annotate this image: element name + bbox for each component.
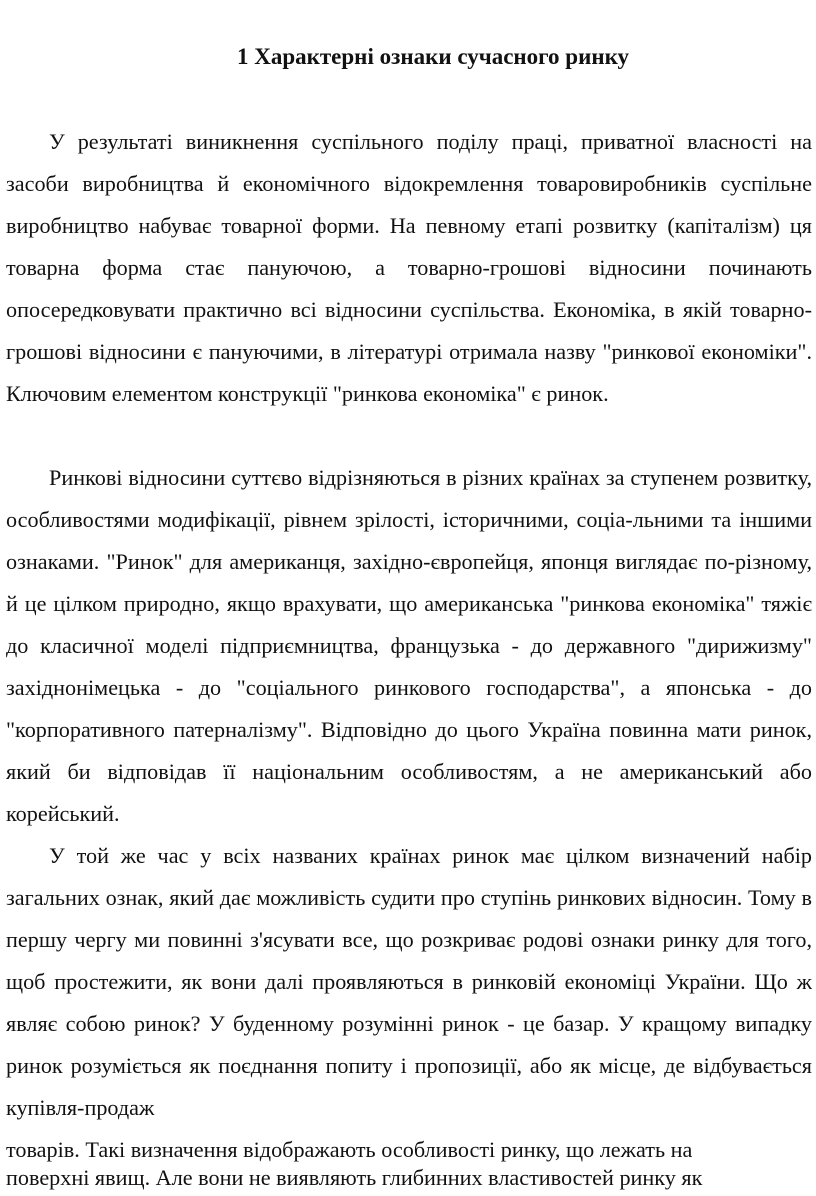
- paragraph-1: У результаті виникнення суспільного поділу праці, приватної власності на засоби виробництва й економічного відокремлення товаровиробників суспільне виробництво набуває товарної форми. На певному етапі розвитку (капіталізм) ця товарна форма стає пануючою, а товарно-грошові відносини починають опосередковувати практично всі відносини суспільства. Економіка, в якій товарно-грошові відносини є пануючими, в літературі отримала назву "ринкової економіки". Ключовим елементом конструкції "ринкова економіка" є ринок.: [6, 129, 812, 406]
- paragraph-3: У той же час у всіх названих країнах ринок має цілком визначений набір загальних ознак, який дає можливість судити про ступінь ринкових відносин. Тому в першу чергу ми повинні з'ясувати все, що розкриває родові ознаки ринку для того, щоб простежити, як вони далі проявляються в ринковій економіці України. Що ж являє собою ринок? У буденному розумінні ринок - це базар. У кращому випадку ринок розуміється як поєднання попиту і пропозиції, або як місце, де відбувається купівля-продаж: [6, 843, 812, 1120]
- page-title: 1 Характерні ознаки сучасного ринку: [236, 44, 630, 69]
- paragraph-2: Ринкові відносини суттєво відрізняються в різних країнах за ступенем розвитку, особливостями модифікації, рівнем зрілості, історичними, соціа-льними та іншими ознаками. "Ринок" для американця, західно-європейця, японця виглядає по-різному, й це цілком природно, якщо врахувати, що американська "ринкова економіка" тяжіє до класичної моделі підприємництва, французька - до державного "дирижизму" західнонімецька - до "соціального ринкового господарства", а японська - до "корпоративного патерналізму". Відповідно до цього Україна повинна мати ринок, який би відповідав її національним особливостям, а не американський або корейський.: [6, 465, 812, 826]
- tail-line-2: поверхні явищ. Але вони не виявляють глибинних властивостей ринку як: [6, 1165, 703, 1190]
- tail-line-1: товарів. Такі визначення відображають особливості ринку, що лежать на: [6, 1137, 693, 1162]
